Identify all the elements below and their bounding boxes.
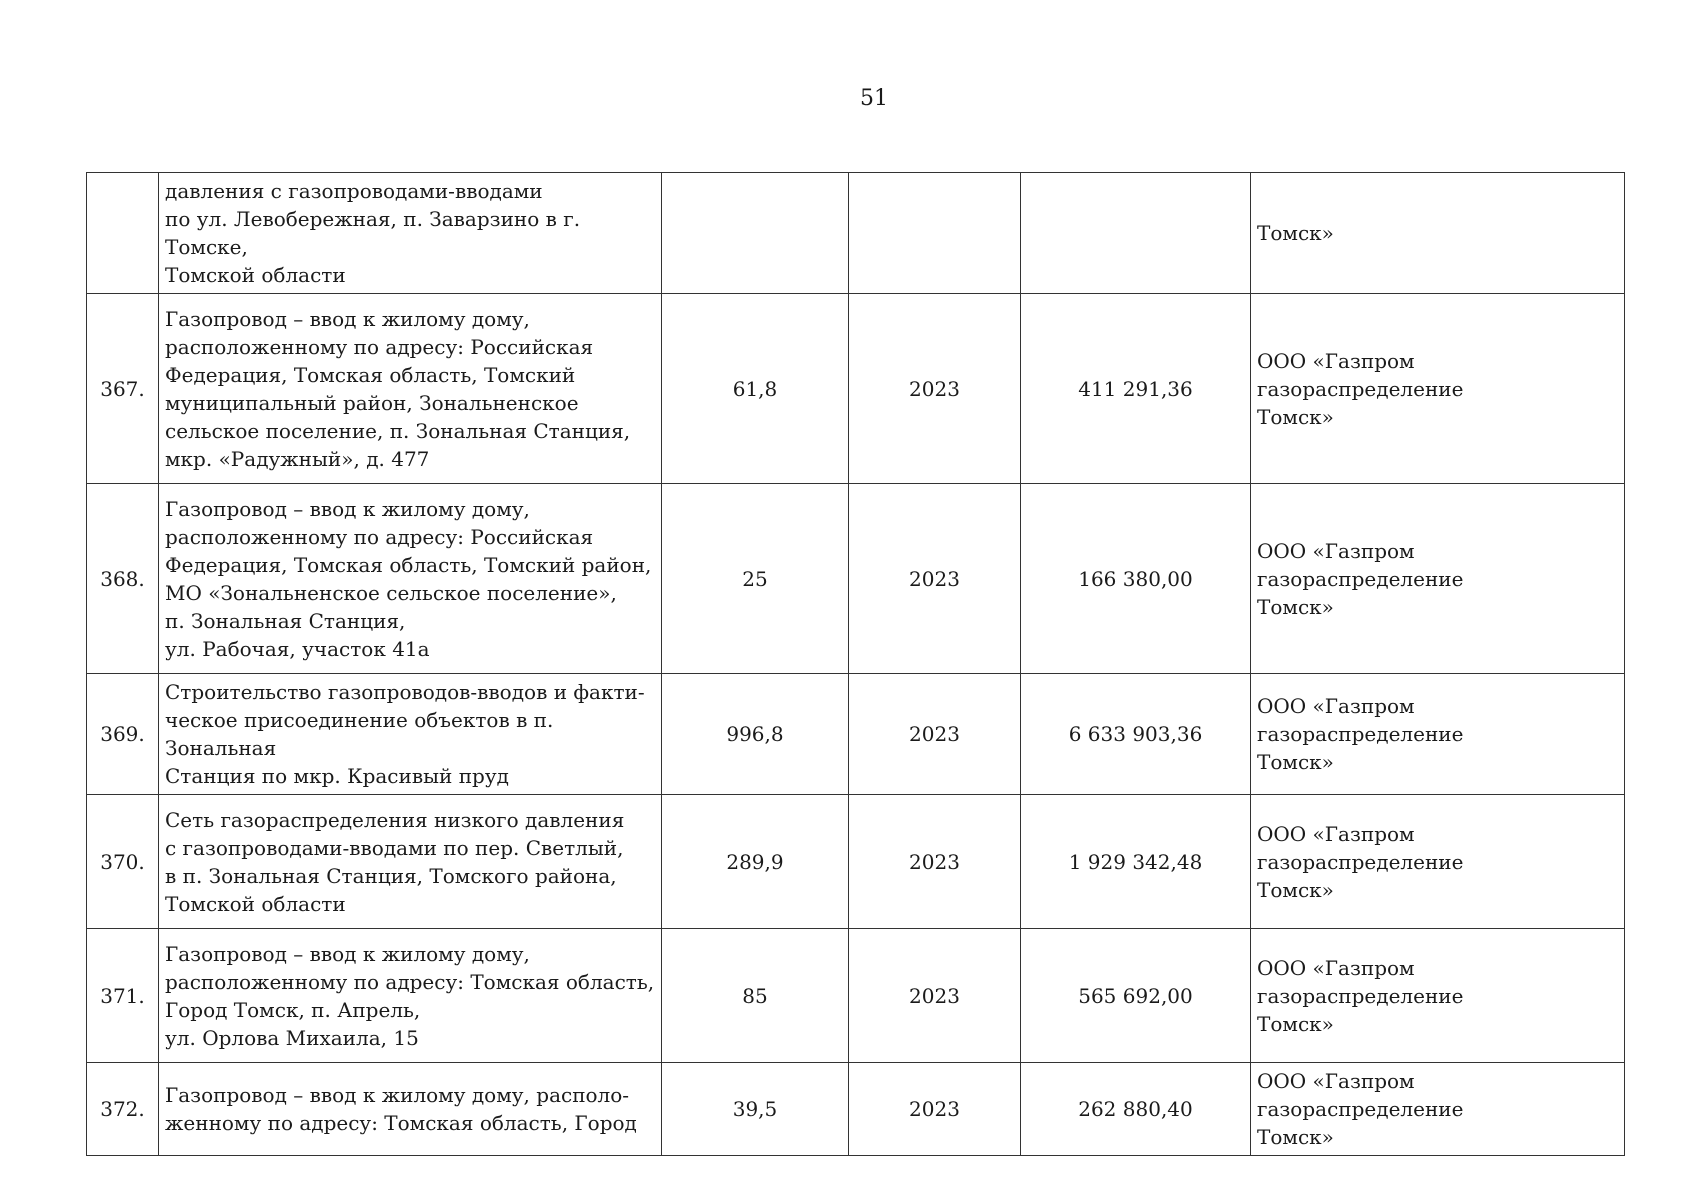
- table-row: [87, 294, 1625, 484]
- object-name: давления с газопроводами-вводами по ул. Левобережная, п. Заварзино в г. Томске, Томской области: [159, 173, 662, 294]
- object-cost: 6 633 903,36: [1021, 674, 1251, 795]
- object-name: Сеть газораспределения низкого давления с газопроводами-вводами по пер. Светлый, в п. Зональная Станция, Томского района, Томской области: [159, 795, 662, 929]
- object-name: Газопровод – ввод к жилому дому, расположенному по адресу: Российская Федерация, Томская область, Томский муниципальный район, Зональненское сельское поселение, п. Зональная Станция, мкр. «Радужный», д. 477: [159, 294, 662, 484]
- row-number: 368.: [87, 484, 159, 674]
- object-cost: 1 929 342,48: [1021, 795, 1251, 929]
- object-length: 39,5: [662, 1063, 849, 1156]
- object-length: 25: [662, 484, 849, 674]
- object-length: [662, 173, 849, 294]
- page-number: 51: [860, 86, 888, 111]
- object-cost: 565 692,00: [1021, 929, 1251, 1063]
- object-length: 85: [662, 929, 849, 1063]
- table-row: [87, 795, 1625, 929]
- object-year: 2023: [849, 294, 1021, 484]
- objects-table: [86, 172, 1625, 1156]
- object-cost: [1021, 173, 1251, 294]
- row-number: 367.: [87, 294, 159, 484]
- object-name: Газопровод – ввод к жилому дому, располо- женному по адресу: Томская область, Город: [159, 1063, 662, 1156]
- object-cost: 411 291,36: [1021, 294, 1251, 484]
- object-year: 2023: [849, 795, 1021, 929]
- row-number: 371.: [87, 929, 159, 1063]
- object-length: 61,8: [662, 294, 849, 484]
- object-organization: ООО «Газпром газораспределение Томск»: [1251, 929, 1625, 1063]
- row-number: 370.: [87, 795, 159, 929]
- row-number: [87, 173, 159, 294]
- object-year: 2023: [849, 484, 1021, 674]
- object-name: Газопровод – ввод к жилому дому, расположенному по адресу: Томская область, Город Томск, п. Апрель, ул. Орлова Михаила, 15: [159, 929, 662, 1063]
- object-cost: 262 880,40: [1021, 1063, 1251, 1156]
- object-organization: ООО «Газпром газораспределение Томск»: [1251, 1063, 1625, 1156]
- object-organization: ООО «Газпром газораспределение Томск»: [1251, 674, 1625, 795]
- object-length: 289,9: [662, 795, 849, 929]
- row-number: 369.: [87, 674, 159, 795]
- object-cost: 166 380,00: [1021, 484, 1251, 674]
- row-number: 372.: [87, 1063, 159, 1156]
- object-organization: ООО «Газпром газораспределение Томск»: [1251, 294, 1625, 484]
- object-year: 2023: [849, 674, 1021, 795]
- table-row: [87, 484, 1625, 674]
- object-name: Строительство газопроводов-вводов и факти- ческое присоединение объектов в п. Зональная Станция по мкр. Красивый пруд: [159, 674, 662, 795]
- table-row: [87, 674, 1625, 795]
- object-organization: Томск»: [1251, 173, 1625, 294]
- table-row: [87, 1063, 1625, 1156]
- table-row: [87, 929, 1625, 1063]
- object-year: 2023: [849, 1063, 1021, 1156]
- object-year: 2023: [849, 929, 1021, 1063]
- object-name: Газопровод – ввод к жилому дому, расположенному по адресу: Российская Федерация, Томская область, Томский район, МО «Зональненское сельское поселение», п. Зональная Станция, ул. Рабочая, участок 41а: [159, 484, 662, 674]
- object-year: [849, 173, 1021, 294]
- table-row: [87, 173, 1625, 294]
- object-organization: ООО «Газпром газораспределение Томск»: [1251, 795, 1625, 929]
- object-organization: ООО «Газпром газораспределение Томск»: [1251, 484, 1625, 674]
- object-length: 996,8: [662, 674, 849, 795]
